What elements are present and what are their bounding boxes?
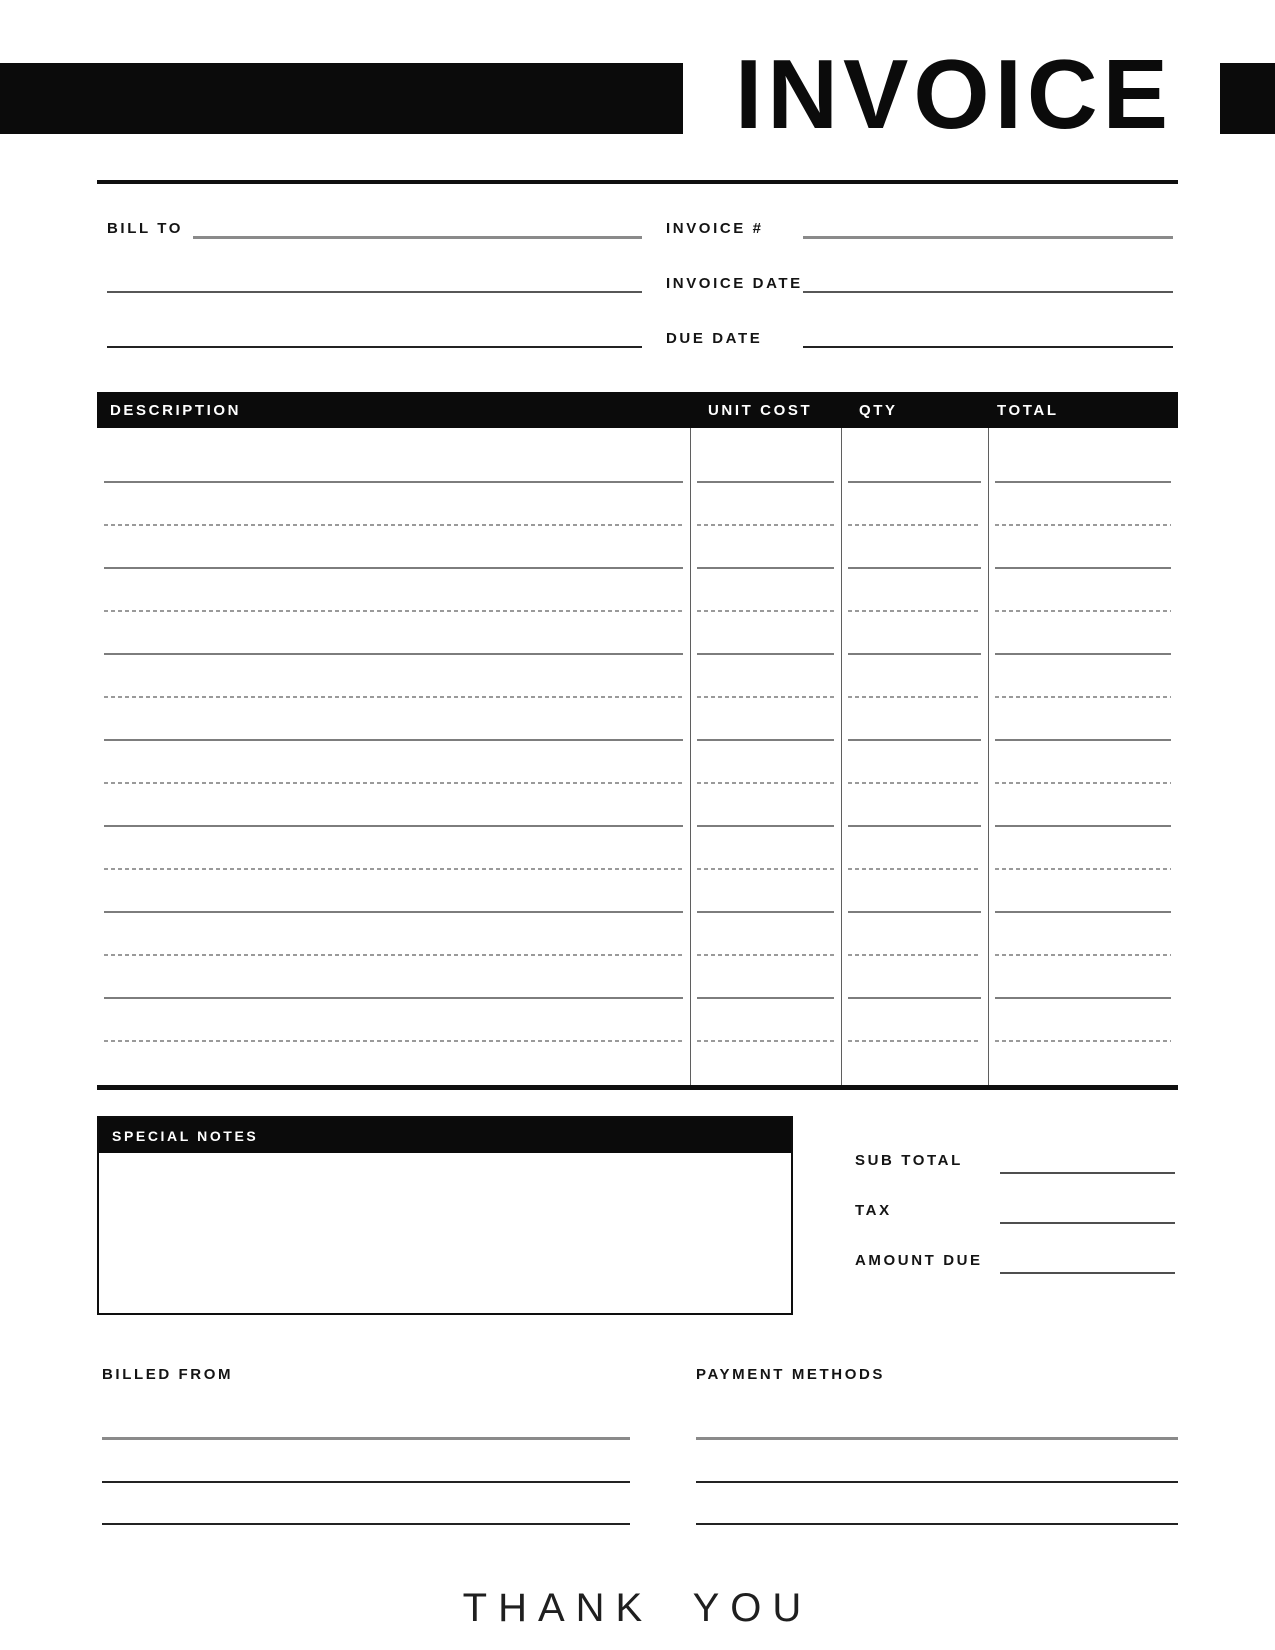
- table-header: [97, 392, 1178, 428]
- thank-you-text: THANK YOU: [462, 1586, 813, 1630]
- table-row[interactable]: [97, 655, 1178, 698]
- invoice-number-line[interactable]: [803, 236, 1173, 239]
- table-row[interactable]: [97, 569, 1178, 612]
- table-row-line: [697, 1040, 834, 1042]
- invoice-number-label: INVOICE #: [666, 220, 764, 237]
- bill-to-line-2[interactable]: [107, 291, 642, 293]
- table-row[interactable]: [97, 741, 1178, 784]
- bill-to-label: BILL TO: [107, 220, 183, 237]
- col-total-label: TOTAL: [997, 402, 1059, 419]
- billed-from-label: BILLED FROM: [102, 1366, 234, 1383]
- amount-due-label: AMOUNT DUE: [855, 1252, 983, 1269]
- amount-due-line[interactable]: [1000, 1272, 1175, 1274]
- invoice-date-line[interactable]: [803, 291, 1173, 293]
- header-bar-right: [1220, 63, 1275, 134]
- due-date-line[interactable]: [803, 346, 1173, 348]
- table-row[interactable]: [97, 612, 1178, 655]
- col-qty-label: QTY: [859, 402, 898, 419]
- tax-line[interactable]: [1000, 1222, 1175, 1224]
- table-row[interactable]: [97, 526, 1178, 569]
- due-date-label: DUE DATE: [666, 330, 763, 347]
- table-row[interactable]: [97, 913, 1178, 956]
- billed-from-line-1[interactable]: [102, 1437, 630, 1440]
- special-notes-header: [99, 1118, 791, 1153]
- special-notes-box: [97, 1116, 793, 1315]
- payment-methods-line-1[interactable]: [696, 1437, 1178, 1440]
- payment-methods-line-2[interactable]: [696, 1481, 1178, 1483]
- table-row[interactable]: [97, 784, 1178, 827]
- billed-from-line-2[interactable]: [102, 1481, 630, 1483]
- special-notes-area[interactable]: [99, 1153, 791, 1313]
- table-row[interactable]: [97, 483, 1178, 526]
- special-notes-label: SPECIAL NOTES: [112, 1128, 259, 1144]
- invoice-date-label: INVOICE DATE: [666, 275, 803, 292]
- col-description-label: DESCRIPTION: [110, 402, 242, 419]
- sub-total-label: SUB TOTAL: [855, 1152, 963, 1169]
- table-row[interactable]: [97, 870, 1178, 913]
- table-row[interactable]: [97, 698, 1178, 741]
- billed-from-line-3[interactable]: [102, 1523, 630, 1525]
- table-row[interactable]: [97, 956, 1178, 999]
- table-row[interactable]: [97, 440, 1178, 483]
- payment-methods-line-3[interactable]: [696, 1523, 1178, 1525]
- col-unit-cost-label: UNIT COST: [708, 402, 813, 419]
- table-bottom-rule: [97, 1085, 1178, 1090]
- payment-methods-label: PAYMENT METHODS: [696, 1366, 886, 1383]
- table-row-line: [995, 1040, 1171, 1042]
- bill-to-line-1[interactable]: [193, 236, 642, 239]
- header-bar-left: [0, 63, 683, 134]
- table-row-line: [848, 1040, 981, 1042]
- page-title: INVOICE: [735, 39, 1173, 149]
- table-row[interactable]: [97, 827, 1178, 870]
- table-row-line: [104, 1040, 683, 1042]
- table-row[interactable]: [97, 999, 1178, 1042]
- tax-label: TAX: [855, 1202, 892, 1219]
- sub-total-line[interactable]: [1000, 1172, 1175, 1174]
- header-rule: [97, 180, 1178, 184]
- bill-to-line-3[interactable]: [107, 346, 642, 348]
